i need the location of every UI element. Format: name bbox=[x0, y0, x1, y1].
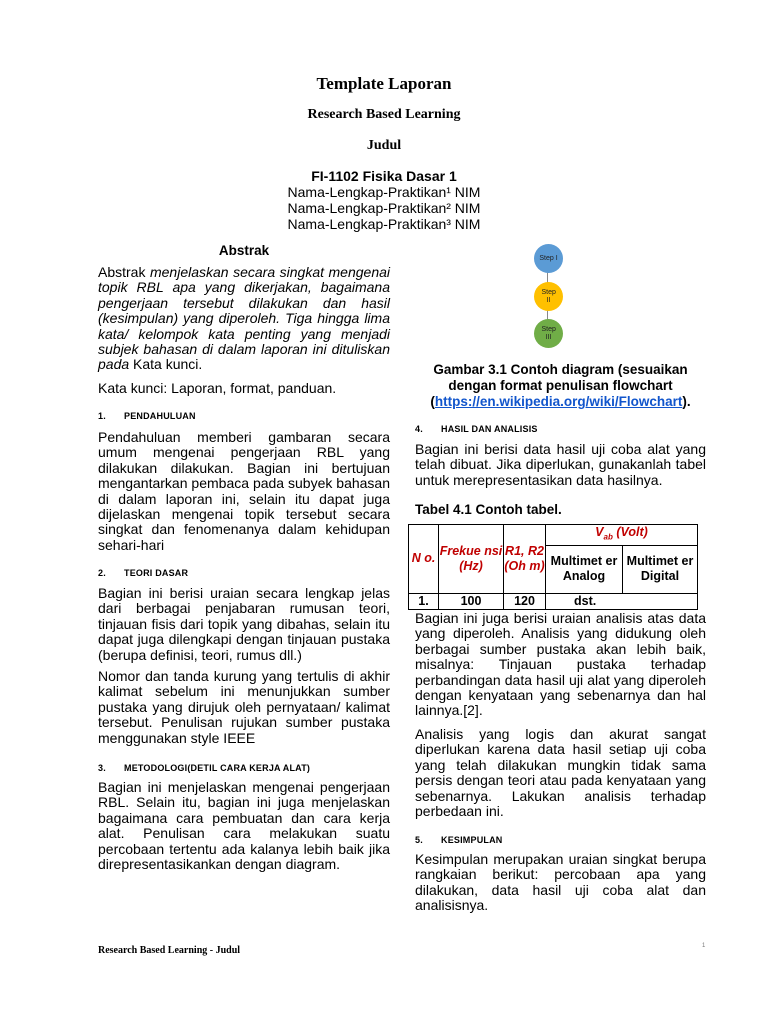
header-no: N o. bbox=[409, 525, 439, 594]
figure-caption bbox=[415, 362, 706, 410]
section-number: 3. bbox=[98, 763, 106, 773]
caption-paren: ). bbox=[682, 394, 691, 409]
section-4-heading bbox=[415, 424, 706, 434]
data-table bbox=[408, 524, 698, 610]
section-2-text-2: Nomor dan tanda kurung yang tertulis di akhir kalimat sebelum ini menunjukkan sumber pustaka yang dirujuk oleh pernyataan/ kalimat tersebut. Penulisan rujukan sumber pustaka menggunakan style IEEE bbox=[98, 668, 390, 746]
section-5-text: Kesimpulan merupakan uraian singkat berupa rangkaian berikut: percobaan apa yang dilakukan, data hasil uji coba alat dan analisisnya. bbox=[415, 851, 706, 914]
footer-text: Research Based Learning - Judul bbox=[98, 945, 241, 956]
caption-line: dengan format penulisan flowchart bbox=[448, 378, 673, 393]
vab-symbol: V bbox=[595, 525, 604, 539]
section-number: 4. bbox=[415, 424, 423, 434]
caption-paren: ( bbox=[430, 394, 435, 409]
section-3-text: Bagian ini menjelaskan mengenai pengerjaan RBL. Selain itu, bagian ini juga menjelaskan bagaimana cara pembuatan dan cara kerja alat. Penulisan cara melakukan suatu percobaan tertentu ada kalanya lebih baik jika direpresentasikankan dengan diagram. bbox=[98, 779, 390, 873]
course-name: FI-1102 Fisika Dasar 1 bbox=[311, 168, 457, 184]
section-4-text-3: Analisis yang logis dan akurat sangat diperlukan karena data hasil setiap uji coba yang telah dilakukan mungkin tidak sama persis dengan teori atau pada kenyataan yang sebenarnya. Lakukan analisis terhadap perbedaan ini. bbox=[415, 726, 706, 820]
step-label: Step III bbox=[541, 325, 556, 341]
page-subtitle: Research Based Learning bbox=[307, 107, 461, 122]
section-title: PENDAHULUAN bbox=[124, 411, 196, 421]
header-vab bbox=[546, 525, 698, 546]
section-4-text-1: Bagian ini berisi data hasil uji coba alat yang telah dibuat. Jika diperlukan, gunakanlah tabel untuk merepresentasikan data hasilnya. bbox=[415, 441, 706, 488]
author-3: Nama-Lengkap-Praktikan³ NIM bbox=[287, 216, 481, 232]
page-title: Template Laporan bbox=[316, 74, 452, 93]
section-1-text: Pendahuluan memberi gambaran secara umum mengenai pengerjaan RBL yang dilakukan dilakukan. Bagian ini bertujuan mengantarkan pembaca pada subyek bahasan di dalam laporan ini, selain itu dapat juga dijelaskan mengenai topik tersebut secara singkat dan fenomenanya dalam kehidupan sehari-hari bbox=[98, 429, 390, 553]
step-label: Step I bbox=[539, 254, 558, 262]
section-5-heading bbox=[415, 835, 706, 845]
vab-unit: (Volt) bbox=[616, 525, 648, 539]
section-2-heading bbox=[98, 568, 390, 578]
section-4-text-2: Bagian ini juga berisi uraian analisis atas data yang diperoleh. Analisis yang didukung oleh berbagai sumber pustaka akan lebih baik, misalnya: Tinjauan pustaka terhadap perbandingan data hasil uji alat yang diperoleh dengan kenyataan yang sebenarnya dan hal lainnya.[2]. bbox=[415, 610, 706, 719]
header-digital: Multimet er Digital bbox=[623, 545, 698, 593]
abstract-tail: Kata kunci. bbox=[133, 356, 203, 373]
cell-frequency: 100 bbox=[439, 593, 504, 609]
section-2-text-1: Bagian ini berisi uraian secara lengkap jelas dari berbagai penjabaran rumusan teori, tinjauan fisis dari topik yang dibahas, selain itu dapat juga dilengkapi dengan tinjauan pustaka (berupa definisi, teori, rumus dll.) bbox=[98, 585, 390, 663]
section-number: 1. bbox=[98, 411, 106, 421]
abstract-lead: Abstrak bbox=[98, 264, 146, 280]
section-number: 5. bbox=[415, 835, 423, 845]
author-1: Nama-Lengkap-Praktikan¹ NIM bbox=[287, 184, 481, 200]
author-2: Nama-Lengkap-Praktikan² NIM bbox=[287, 200, 481, 216]
abstract-heading: Abstrak bbox=[218, 243, 270, 258]
section-title: METODOLOGI(DETIL CARA KERJA ALAT) bbox=[124, 763, 311, 773]
flowchart-step-3 bbox=[534, 319, 563, 348]
abstract-body: menjelaskan secara singkat mengenai topik RBL apa yang dikerjakan, bagaimana pengerjaan tersebut dilakukan dan hasil (kesimpulan) yang diperoleh. Tiga hingga lima kata/ kelompok kata penting yang menjadi subjek bahasan di dalam laporan ini dituliskan pada bbox=[98, 264, 390, 373]
section-1-heading bbox=[98, 411, 390, 421]
section-title: TEORI DASAR bbox=[124, 568, 189, 578]
section-title: HASIL DAN ANALISIS bbox=[441, 424, 538, 434]
report-title: Judul bbox=[366, 138, 402, 153]
vab-subscript: ab bbox=[603, 532, 613, 542]
flowchart-step-1 bbox=[534, 244, 563, 273]
abstract-text bbox=[98, 265, 390, 373]
cell-no: 1. bbox=[409, 593, 439, 609]
header-analog: Multimet er Analog bbox=[546, 545, 623, 593]
keywords: Kata kunci: Laporan, format, panduan. bbox=[98, 380, 337, 396]
table-caption: Tabel 4.1 Contoh tabel. bbox=[415, 502, 562, 517]
cell-resistance: 120 bbox=[504, 593, 546, 609]
header-frequency: Frekue nsi (Hz) bbox=[439, 525, 504, 594]
section-title: KESIMPULAN bbox=[441, 835, 503, 845]
flowchart-step-2 bbox=[534, 282, 563, 311]
cell-dst: dst. bbox=[546, 593, 698, 609]
flowchart-link[interactable]: https://en.wikipedia.org/wiki/Flowchart bbox=[434, 394, 683, 409]
caption-line: Gambar 3.1 Contoh diagram (sesuaikan bbox=[433, 362, 688, 377]
section-number: 2. bbox=[98, 568, 106, 578]
step-label: Step II bbox=[541, 288, 556, 304]
header-resistance: R1, R2 (Oh m) bbox=[504, 525, 546, 594]
page-number: 1 bbox=[702, 943, 706, 949]
section-3-heading bbox=[98, 763, 390, 773]
